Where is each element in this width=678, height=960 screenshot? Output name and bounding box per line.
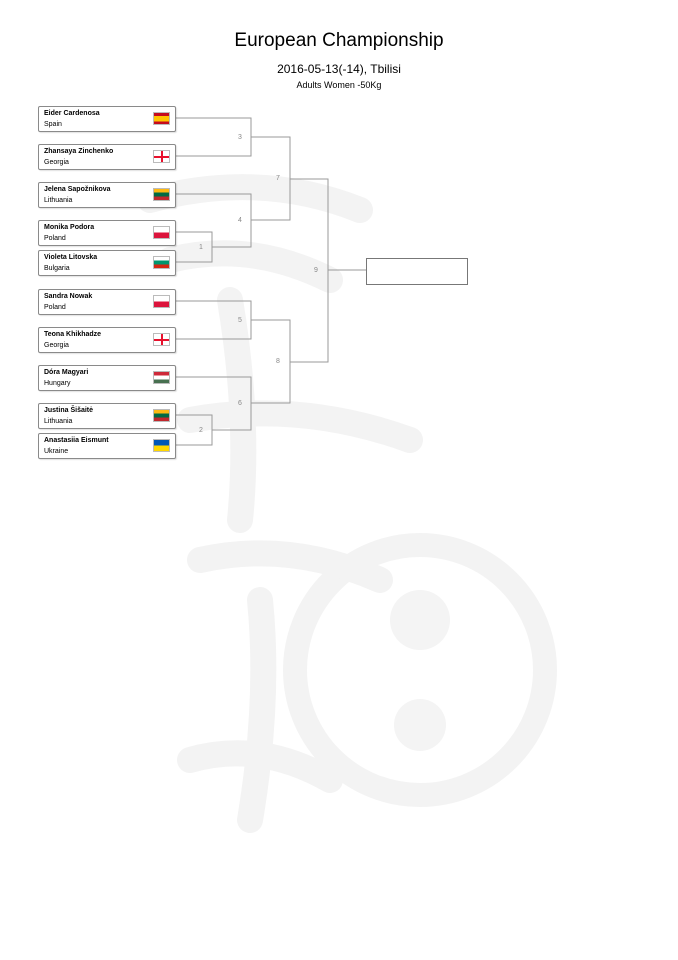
match-number-7: 7 [276,175,280,182]
competitor-card[interactable] [38,144,176,170]
poland-flag-icon [153,295,170,308]
match-number-5: 5 [238,317,242,324]
match-number-8: 8 [276,358,280,365]
competitor-name: Justina Šišaitė [44,407,94,414]
competitor-country: Hungary [44,380,71,387]
competitor-name: Jelena Sapožnikova [44,186,111,193]
competitor-card[interactable] [38,433,176,459]
competitor-name: Eider Cardenosa [44,110,100,117]
competitor-card[interactable] [38,289,176,315]
competitor-name: Monika Podora [44,224,95,231]
competitor-name: Violeta Litovska [44,254,98,261]
competitor-country: Lithuania [44,197,73,204]
competitor-country: Ukraine [44,448,69,455]
competitor-country: Spain [44,121,62,128]
competitor-country: Georgia [44,159,69,166]
page-title: European Championship [234,30,444,51]
competitor-country: Bulgaria [44,265,70,272]
competitor-name: Sandra Nowak [44,293,93,300]
competitor-card[interactable] [38,403,176,429]
competitor-card[interactable] [38,365,176,391]
bulgaria-flag-icon [153,256,170,269]
competitor-country: Lithuania [44,418,73,425]
ukraine-flag-icon [153,439,170,452]
poland-flag-icon [153,226,170,239]
match-number-6: 6 [238,400,242,407]
lithuania-flag-icon [153,409,170,422]
competitor-card[interactable] [38,220,176,246]
competitor-name: Dóra Magyari [44,369,89,376]
match-number-3: 3 [238,134,242,141]
competitor-name: Teona Khikhadze [44,331,102,338]
competitor-card[interactable] [38,250,176,276]
event-date-location: 2016-05-13(-14), Tbilisi [277,62,401,76]
category-label: Adults Women -50Kg [296,80,382,90]
competitor-card[interactable] [38,182,176,208]
final-winner-box [366,258,468,285]
georgia-flag-icon [153,150,170,163]
competitor-country: Poland [44,304,66,311]
competitor-country: Poland [44,235,66,242]
georgia-flag-icon [153,333,170,346]
competitor-name: Anastasiia Eismunt [44,437,109,444]
hungary-flag-icon [153,371,170,384]
competitor-card[interactable] [38,106,176,132]
spain-flag-icon [153,112,170,125]
competitor-card[interactable] [38,327,176,353]
competitor-country: Georgia [44,342,69,349]
lithuania-flag-icon [153,188,170,201]
match-number-9: 9 [314,267,318,274]
competitor-name: Zhansaya Zinchenko [44,148,114,155]
match-number-4: 4 [238,217,242,224]
match-number-2: 2 [199,427,203,434]
match-number-1: 1 [199,244,203,251]
